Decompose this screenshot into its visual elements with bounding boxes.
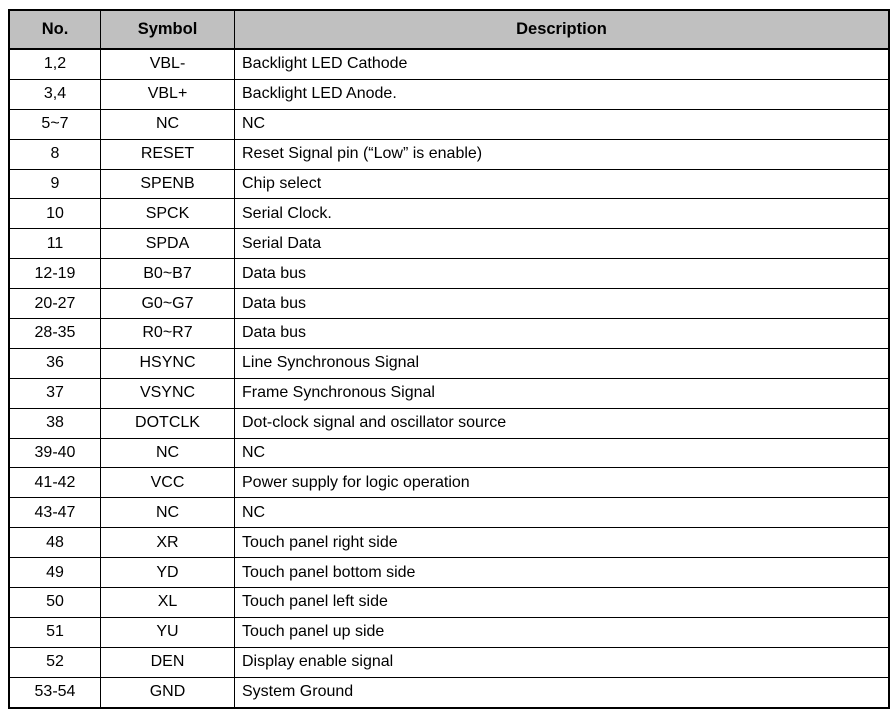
description-cell: NC <box>235 438 890 468</box>
table-row <box>9 109 889 139</box>
pin-no-cell: 41-42 <box>9 468 101 498</box>
header-cell-symbol: Symbol <box>101 10 235 49</box>
description-cell: Touch panel bottom side <box>235 558 890 588</box>
table-row <box>9 319 889 349</box>
table-row <box>9 677 889 707</box>
description-cell: Display enable signal <box>235 647 890 677</box>
symbol-cell: GND <box>101 677 235 707</box>
table-row <box>9 558 889 588</box>
description-cell: Reset Signal pin (“Low” is enable) <box>235 139 890 169</box>
symbol-cell: R0~R7 <box>101 319 235 349</box>
pin-no-cell: 38 <box>9 408 101 438</box>
symbol-cell: DOTCLK <box>101 408 235 438</box>
symbol-cell: YU <box>101 617 235 647</box>
description-cell: Chip select <box>235 169 890 199</box>
description-cell: Touch panel left side <box>235 588 890 618</box>
table-row <box>9 588 889 618</box>
symbol-cell: SPCK <box>101 199 235 229</box>
pin-no-cell: 48 <box>9 528 101 558</box>
pin-no-cell: 50 <box>9 588 101 618</box>
description-cell: Data bus <box>235 319 890 349</box>
table-row <box>9 259 889 289</box>
table-row <box>9 498 889 528</box>
table-row <box>9 468 889 498</box>
table-body <box>9 49 889 708</box>
description-cell: Line Synchronous Signal <box>235 348 890 378</box>
symbol-cell: B0~B7 <box>101 259 235 289</box>
table-row <box>9 378 889 408</box>
pin-no-cell: 3,4 <box>9 79 101 109</box>
table-row <box>9 528 889 558</box>
table-row <box>9 408 889 438</box>
table-row <box>9 49 889 79</box>
symbol-cell: DEN <box>101 647 235 677</box>
table-row <box>9 199 889 229</box>
pin-no-cell: 20-27 <box>9 289 101 319</box>
description-cell: System Ground <box>235 677 890 707</box>
table-row <box>9 348 889 378</box>
pin-no-cell: 1,2 <box>9 49 101 79</box>
description-cell: Data bus <box>235 289 890 319</box>
description-cell: Touch panel up side <box>235 617 890 647</box>
description-cell: Data bus <box>235 259 890 289</box>
description-cell: Backlight LED Cathode <box>235 49 890 79</box>
symbol-cell: VCC <box>101 468 235 498</box>
table-row <box>9 647 889 677</box>
pin-no-cell: 36 <box>9 348 101 378</box>
table-row <box>9 139 889 169</box>
symbol-cell: NC <box>101 498 235 528</box>
symbol-cell: YD <box>101 558 235 588</box>
pin-no-cell: 39-40 <box>9 438 101 468</box>
description-cell: Frame Synchronous Signal <box>235 378 890 408</box>
table-header <box>9 10 889 49</box>
pin-no-cell: 28-35 <box>9 319 101 349</box>
header-cell-description: Description <box>235 10 890 49</box>
description-cell: Power supply for logic operation <box>235 468 890 498</box>
description-cell: NC <box>235 109 890 139</box>
pin-no-cell: 49 <box>9 558 101 588</box>
symbol-cell: NC <box>101 438 235 468</box>
description-cell: Touch panel right side <box>235 528 890 558</box>
pin-no-cell: 8 <box>9 139 101 169</box>
description-cell: Serial Clock. <box>235 199 890 229</box>
pin-description-table <box>8 9 890 709</box>
pin-no-cell: 5~7 <box>9 109 101 139</box>
symbol-cell: RESET <box>101 139 235 169</box>
table-row <box>9 79 889 109</box>
description-cell: Dot-clock signal and oscillator source <box>235 408 890 438</box>
symbol-cell: SPDA <box>101 229 235 259</box>
symbol-cell: XR <box>101 528 235 558</box>
pin-no-cell: 43-47 <box>9 498 101 528</box>
symbol-cell: HSYNC <box>101 348 235 378</box>
pin-no-cell: 12-19 <box>9 259 101 289</box>
pin-no-cell: 10 <box>9 199 101 229</box>
pin-no-cell: 52 <box>9 647 101 677</box>
pin-no-cell: 51 <box>9 617 101 647</box>
description-cell: NC <box>235 498 890 528</box>
symbol-cell: XL <box>101 588 235 618</box>
header-row <box>9 10 889 49</box>
symbol-cell: G0~G7 <box>101 289 235 319</box>
description-cell: Serial Data <box>235 229 890 259</box>
table-row <box>9 617 889 647</box>
table-row <box>9 289 889 319</box>
table-row <box>9 438 889 468</box>
table-row <box>9 229 889 259</box>
header-cell-no: No. <box>9 10 101 49</box>
table-row <box>9 169 889 199</box>
symbol-cell: SPENB <box>101 169 235 199</box>
pin-no-cell: 9 <box>9 169 101 199</box>
pin-no-cell: 37 <box>9 378 101 408</box>
symbol-cell: NC <box>101 109 235 139</box>
symbol-cell: VBL+ <box>101 79 235 109</box>
symbol-cell: VSYNC <box>101 378 235 408</box>
description-cell: Backlight LED Anode. <box>235 79 890 109</box>
pin-no-cell: 53-54 <box>9 677 101 707</box>
symbol-cell: VBL- <box>101 49 235 79</box>
pin-description-table-container <box>8 9 890 709</box>
pin-no-cell: 11 <box>9 229 101 259</box>
